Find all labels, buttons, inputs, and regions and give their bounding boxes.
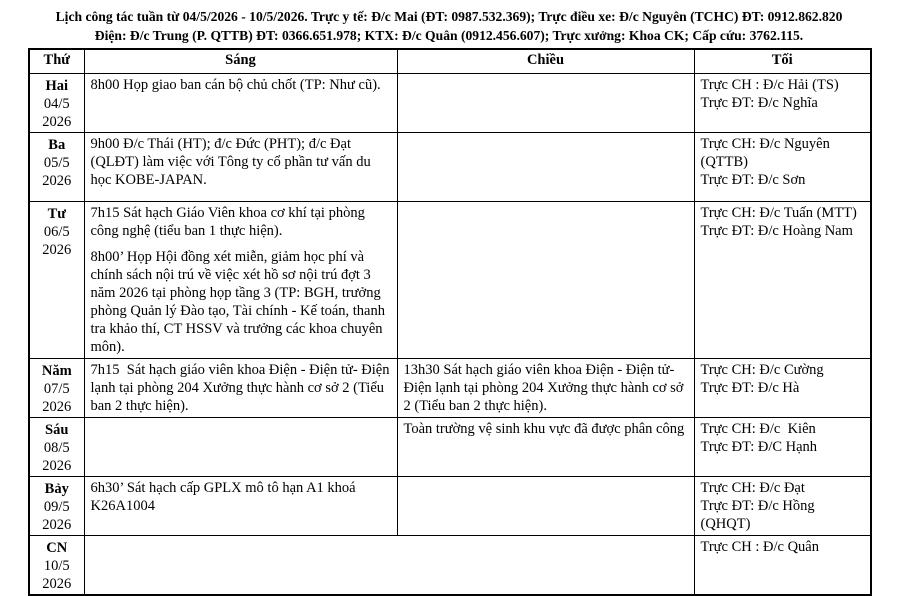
day-cell [29, 476, 84, 535]
title-line-2: Điện: Đ/c Trung (P. QTTB) ĐT: 0366.651.978; KTX: Đ/c Quân (0912.456.607); Trực xưởng: Khoa CK; Cấp cứu: 3762.115. [94, 28, 804, 43]
day-name: Năm [41, 362, 72, 379]
day-date: 08/5 [43, 439, 70, 456]
day-name: Bảy [44, 480, 69, 497]
afternoon-cell [397, 73, 694, 132]
day-name: Hai [45, 77, 69, 94]
morning-cell [84, 417, 397, 476]
duty-line: Trực CH: Đ/c Tuấn (MTT) [700, 204, 857, 221]
morning-cell [84, 535, 694, 595]
evening-cell [694, 476, 871, 535]
morning-cell [84, 358, 397, 417]
afternoon-cell [397, 476, 694, 535]
day-year: 2026 [42, 172, 72, 189]
evening-cell [694, 73, 871, 132]
day-year: 2026 [42, 241, 72, 258]
day-date: 10/5 [43, 557, 70, 574]
day-year: 2026 [42, 516, 72, 533]
day-date: 04/5 [43, 95, 70, 112]
document-title [28, 7, 870, 45]
afternoon-cell [397, 132, 694, 201]
evening-cell [694, 417, 871, 476]
day-cell [29, 132, 84, 201]
duty-line: Trực ĐT: Đ/c Nghĩa [700, 94, 818, 111]
column-header-evening: Tối [694, 49, 871, 73]
evening-cell [694, 358, 871, 417]
header-row [29, 49, 871, 73]
schedule-entry: 7h15 Sát hạch Giáo Viên khoa cơ khí tại phòng công nghệ (tiểu ban 1 thực hiện). [90, 204, 369, 239]
day-year: 2026 [42, 575, 72, 592]
schedule-row [29, 358, 871, 417]
duty-line: Trực CH: Đ/c Cường [700, 361, 824, 378]
schedule-entry: 7h15 Sát hạch giáo viên khoa Điện - Điện tử- Điện lạnh tại phòng 204 Xưởng thực hành cơ sở 2 (Tiểu ban 2 thực hiện). [90, 361, 394, 414]
day-date: 09/5 [43, 498, 70, 515]
day-cell [29, 417, 84, 476]
day-date: 05/5 [43, 154, 70, 171]
evening-cell [694, 132, 871, 201]
morning-cell [84, 73, 397, 132]
afternoon-cell [397, 417, 694, 476]
evening-cell [694, 201, 871, 358]
schedule-row [29, 476, 871, 535]
duty-line: Trực CH: Đ/c Đạt [700, 479, 805, 496]
schedule-row [29, 535, 871, 595]
day-cell [29, 201, 84, 358]
day-name: Tư [47, 205, 66, 222]
day-name: CN [46, 539, 68, 556]
day-name: Sáu [45, 421, 69, 438]
schedule-row [29, 73, 871, 132]
day-year: 2026 [42, 398, 72, 415]
schedule-row [29, 132, 871, 201]
morning-cell [84, 201, 397, 358]
afternoon-cell [397, 201, 694, 358]
column-header-morning: Sáng [84, 49, 397, 73]
afternoon-cell [397, 358, 694, 417]
title-line-1: Lịch công tác tuần từ 04/5/2026 - 10/5/2026. Trực y tế: Đ/c Mai (ĐT: 0987.532.369); Trực điều xe: Đ/c Nguyên (TCHC) ĐT: 0912.862.820 [55, 9, 843, 24]
day-date: 06/5 [43, 223, 70, 240]
day-cell [29, 73, 84, 132]
evening-cell [694, 535, 871, 595]
day-date: 07/5 [43, 380, 70, 397]
duty-line: Trực CH : Đ/c Hải (TS) [700, 76, 839, 93]
schedule-entry: Toàn trường vệ sinh khu vực đã được phân công [403, 420, 685, 437]
duty-line: Trực ĐT: Đ/c Hoàng Nam [700, 222, 853, 239]
duty-line: Trực ĐT: Đ/c Sơn [700, 171, 806, 188]
schedule-body [29, 73, 871, 595]
schedule-entry: 6h30’ Sát hạch cấp GPLX mô tô hạn A1 khoá K26A1004 [90, 479, 360, 514]
day-year: 2026 [42, 113, 72, 130]
schedule-entry: 13h30 Sát hạch giáo viên khoa Điện - Điện tử- Điện lạnh tại phòng 204 Xưởng thực hành cơ sở 2 (Tiểu ban 2 thực hiện). [403, 361, 688, 414]
weekly-schedule-table [28, 48, 872, 596]
day-year: 2026 [42, 457, 72, 474]
duty-line: Trực CH: Đ/c Nguyên (QTTB) [700, 135, 834, 170]
morning-cell [84, 476, 397, 535]
duty-line: Trực ĐT: Đ/c Hồng (QHQT) [700, 497, 819, 532]
schedule-row [29, 201, 871, 358]
duty-line: Trực ĐT: Đ/C Hạnh [700, 438, 818, 455]
duty-line: Trực ĐT: Đ/c Hà [700, 379, 800, 396]
schedule-row [29, 417, 871, 476]
day-cell [29, 535, 84, 595]
duty-line: Trực CH : Đ/c Quân [700, 538, 819, 555]
duty-line: Trực CH: Đ/c Kiên [700, 420, 816, 437]
day-name: Ba [48, 136, 66, 153]
column-header-afternoon: Chiều [397, 49, 694, 73]
schedule-entry: 9h00 Đ/c Thái (HT); đ/c Đức (PHT); đ/c Đạt (QLĐT) làm việc với Tông ty cổ phần tư vấn du học KOBE-JAPAN. [90, 135, 375, 188]
column-header-day: Thứ [29, 49, 84, 73]
morning-cell [84, 132, 397, 201]
day-cell [29, 358, 84, 417]
schedule-entry: 8h00’ Họp Hội đồng xét miễn, giảm học phí và chính sách nội trú về việc xét hồ sơ nội trú đợt 3 năm 2026 tại phòng họp tầng 3 (TP: BGH, trưởng phòng Quản lý Đào tạo, Tài chính - Kế toán, thanh tra khảo thí, CT HSSV và trưởng các khoa chuyên môn). [90, 248, 389, 355]
schedule-entry: 8h00 Họp giao ban cán bộ chủ chốt (TP: Như cũ). [90, 76, 381, 93]
